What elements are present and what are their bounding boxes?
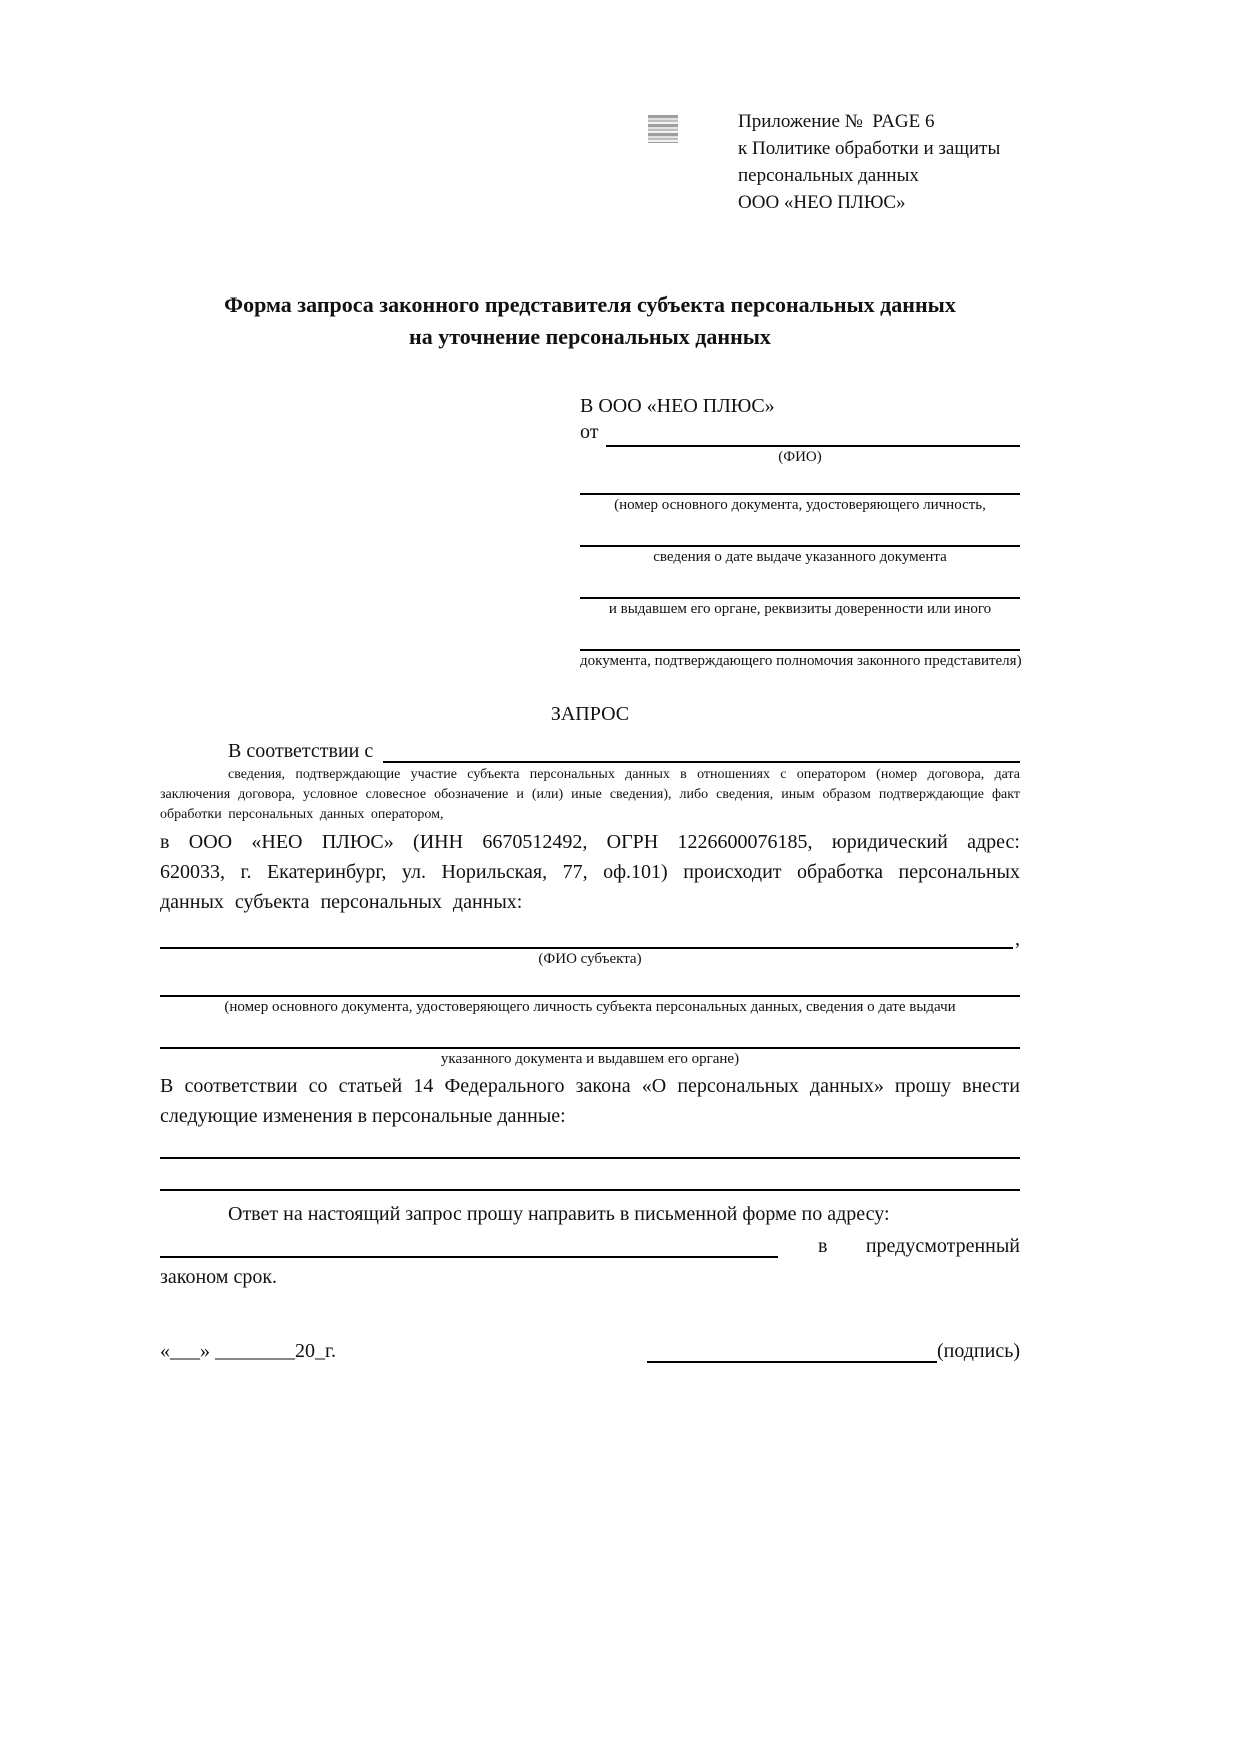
changes-fill-line-1 xyxy=(160,1157,1020,1159)
document-header xyxy=(160,103,1020,223)
answer-sentence: Ответ на настоящий запрос прошу направить в письменной форме по адресу: xyxy=(228,1203,890,1225)
document-content xyxy=(160,103,1020,1363)
from-label: от xyxy=(580,421,599,443)
policy-line-2: персональных данных xyxy=(738,165,919,186)
answer-word-term: предусмотренный xyxy=(865,1235,1020,1257)
company-name: ООО «НЕО ПЛЮС» xyxy=(738,192,906,213)
changes-fill-line-2 xyxy=(160,1189,1020,1191)
policy-line-1: к Политике обработки и защиты xyxy=(738,138,1001,159)
document-title xyxy=(160,289,1020,353)
signature-row xyxy=(160,1335,1020,1363)
title-line-2: на уточнение персональных данных xyxy=(409,324,771,349)
doc-issue-date-caption: сведения о дате выдаче указанного документа xyxy=(653,549,947,565)
fio-fill-line xyxy=(606,419,1020,447)
embedded-object-icon xyxy=(648,115,678,143)
subject-fio-trailing-comma: , xyxy=(1015,928,1020,950)
signature-group xyxy=(647,1335,1020,1363)
accordance-lead: В соответствии с xyxy=(228,740,374,762)
operator-paragraph: в ООО «НЕО ПЛЮС» (ИНН 6670512492, ОГРН 1226600076185, юридический адрес: 620033, г. Екатеринбург, ул. Норильская, 77, оф.101) происходит обработка персональных данных субъекта персональных данных: xyxy=(160,831,1020,913)
signature-fill-line xyxy=(647,1335,937,1363)
request-heading: ЗАПРОС xyxy=(550,703,630,725)
accordance-fill-line xyxy=(383,731,1020,763)
doc-power-caption: документа, подтверждающего полномочия законного представителя) xyxy=(580,653,1022,669)
from-row xyxy=(580,421,1020,447)
signature-caption: (подпись) xyxy=(936,1340,1020,1362)
answer-address-fill-line xyxy=(160,1228,778,1258)
addressee-to: В ООО «НЕО ПЛЮС» xyxy=(580,395,775,417)
subject-doc-caption-2: указанного документа и выдавшем его органе) xyxy=(440,1051,740,1067)
answer-word-v: в xyxy=(818,1235,828,1257)
doc-number-caption: (номер основного документа, удостоверяющего личность, xyxy=(614,497,986,513)
accordance-row xyxy=(160,733,1020,763)
title-line-1: Форма запроса законного представителя субъекта персональных данных xyxy=(224,292,956,317)
subject-doc-caption-1: (номер основного документа, удостоверяющего личность субъекта персональных данных, сведения о дате выдачи xyxy=(224,999,956,1015)
appendix-number-line: Приложение № PAGE 6 xyxy=(738,111,935,132)
appendix-block xyxy=(738,108,1020,216)
answer-address-row xyxy=(160,1230,1020,1258)
subject-fio-caption: (ФИО субъекта) xyxy=(538,951,642,967)
date-fill-text: «___» ________20_г. xyxy=(160,1340,336,1362)
article-paragraph: В соответствии со статьей 14 Федерального закона «О персональных данных» прошу внести следующие изменения в персональные данные: xyxy=(160,1075,1020,1127)
fio-caption: (ФИО) xyxy=(778,449,822,465)
subject-fio-row xyxy=(160,923,1020,949)
answer-tail: законом срок. xyxy=(160,1266,278,1288)
doc-authority-caption: и выдавшем его органе, реквизиты доверенности или иного xyxy=(608,601,992,617)
fine-print-note: сведения, подтверждающие участие субъекта персональных данных в отношениях с оператором (номер договора, дата заключения договора, условное словесное обозначение и (или) иные сведения), либо сведения, иным образом подтверждающие факт обработки персональных данных оператором, xyxy=(160,767,1020,822)
addressee-block xyxy=(580,391,1020,671)
subject-fio-fill-line xyxy=(160,921,1013,949)
